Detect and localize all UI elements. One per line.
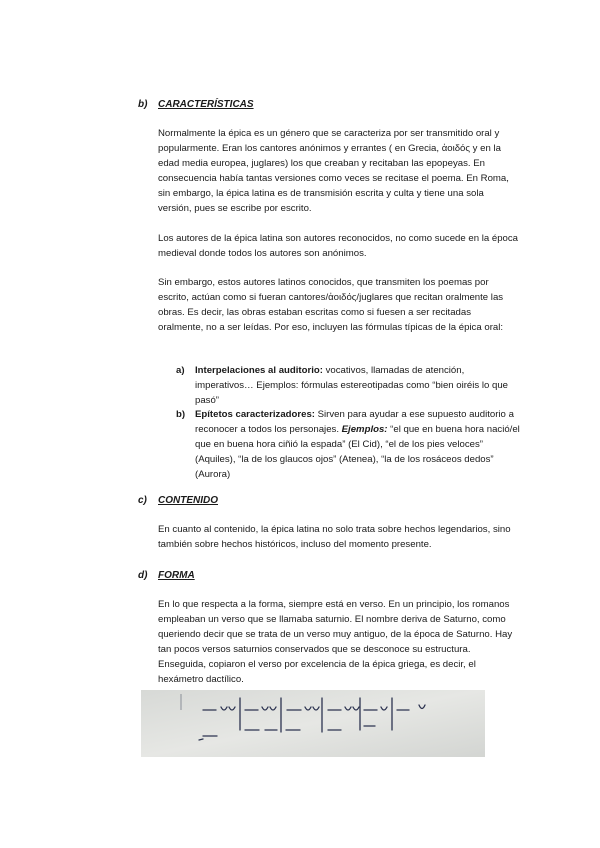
paragraph-oral-formulas <box>158 275 518 335</box>
paragraph-oral-transmission <box>158 126 518 216</box>
section-letter: d) <box>138 570 148 581</box>
list-text: “el que en buena hora nació/el que en buena hora ciñió la espada” (El Cid), “el de los pies veloces” (Aquiles), “la de los glaucos ojos” (Atenea), “la de los rosáceos dedos” (Aurora) <box>195 424 520 480</box>
list-term: Epítetos caracterizadores: <box>195 409 315 420</box>
paragraph-text: Sin embargo, estos autores latinos conocidos, que transmiten los poemas por escrito, actúan como si fueran cantores/ἀοιδός/juglares que recitan oralmente las obras. Es decir, las obras estaban escritas como si fuesen a ser recitadas oralmente, no a ser leídas. Por eso, incluyen las fórmulas típicas de la épica oral: <box>158 277 504 333</box>
list-item-epitetos <box>176 407 521 482</box>
list-ejemplos-label: Ejemplos: <box>341 424 388 435</box>
paragraph-text: En lo que respecta a la forma, siempre está en verso. En un principio, los romanos empleaban un verso que se llamaba saturnio. El nombre deriva de Saturno, como queriendo decir que se trata de un verso muy antiguo, de la época de Saturno. Hay tan pocos versos saturnios conservados que se desconoce su estructura. Enseguida, copiaron el verso por excelencia de la épica griega, es decir, el hexámetro dactílico. <box>158 599 513 685</box>
section-heading-forma <box>138 570 195 581</box>
paragraph-text: En cuanto al contenido, la épica latina no solo trata sobre hechos legendarios, sino también sobre hechos históricos, incluso del momento presente. <box>158 524 511 550</box>
hexameter-whiteboard-photo <box>141 690 485 757</box>
paragraph-contenido <box>158 522 518 552</box>
list-marker: b) <box>176 409 186 420</box>
section-letter: c) <box>138 495 147 506</box>
list-term: Interpelaciones al auditorio: <box>195 365 323 376</box>
list-marker: a) <box>176 365 185 376</box>
section-title: CONTENIDO <box>158 495 218 506</box>
paragraph-text: Normalmente la épica es un género que se caracteriza por ser transmitido oral y popularmente. Eran los cantores anónimos y errantes ( en Grecia, ἀοιδός y en la edad media europea, juglares) los que creaban y recitaban las epopeyas. En consecuencia había tantas versiones como veces se recitase el poema. En Roma, sin embargo, la épica latina es de transmisión escrita y culta y tiene una sola versión, pues se escribe por escrito. <box>158 128 509 214</box>
section-heading-contenido <box>138 495 218 506</box>
paragraph-latin-authors <box>158 231 518 261</box>
section-title: CARACTERÍSTICAS <box>158 99 254 110</box>
section-heading-caracteristicas <box>138 99 254 110</box>
paragraph-text: Los autores de la épica latina son autores reconocidos, no como sucede en la época medieval donde todos los autores son anónimos. <box>158 233 518 259</box>
list-text: Sirven para ayudar a ese supuesto auditorio a reconocer a todos los personajes. <box>195 409 514 435</box>
section-letter: b) <box>138 99 148 110</box>
list-item-interpelaciones <box>176 363 521 408</box>
paragraph-forma <box>158 597 518 687</box>
section-title: FORMA <box>158 570 195 581</box>
list-text: vocativos, llamadas de atención, imperativos… Ejemplos: fórmulas estereotipadas como “bien oiréis lo que pasó” <box>195 365 509 406</box>
